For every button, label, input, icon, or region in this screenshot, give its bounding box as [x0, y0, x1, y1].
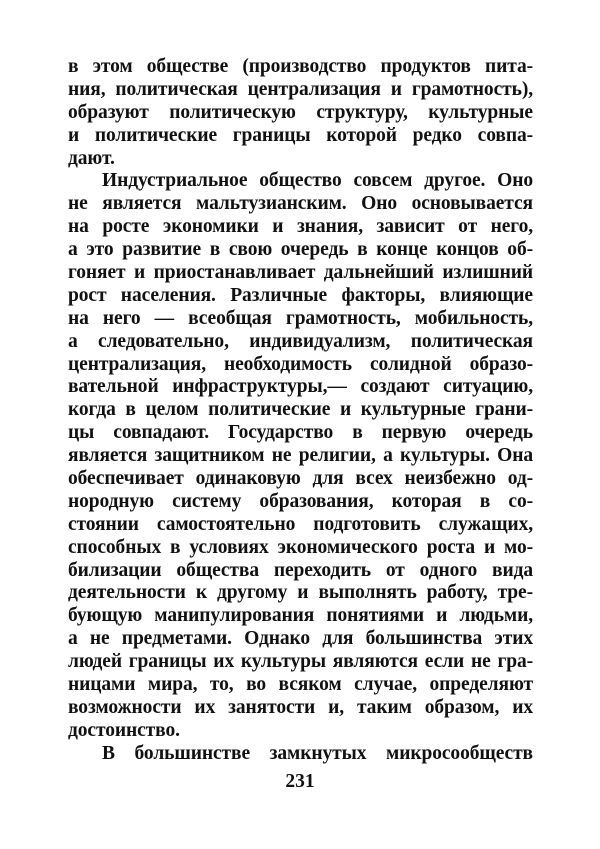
text-line: билизации общества переходить от одного вида: [68, 559, 533, 581]
body-text: [68, 56, 533, 766]
text-line: а не предметами. Однако для большинства этих: [68, 628, 533, 650]
text-line: достоинство.: [68, 719, 180, 741]
text-line: дают.: [68, 147, 115, 169]
text-line: вательной инфраструктуры,— создают ситуацию,: [68, 376, 533, 398]
text-line: возможности их занятости и, таким образом, их: [68, 696, 533, 718]
text-line: цы совпадают. Государство в первую очередь: [68, 422, 533, 444]
text-line: ницами мира, то, во всяком случае, определяют: [68, 674, 533, 696]
text-line: способных в условиях экономического роста и мо-: [68, 536, 533, 558]
text-line: централизация, необходимость солидной образо-: [68, 353, 533, 375]
text-line: образуют политическую структуру, культурные: [68, 101, 533, 123]
paragraph-start-line: В большинстве замкнутых микросообществ: [102, 742, 533, 764]
text-line: бующую манипулирования понятиями и людьми,: [68, 605, 533, 627]
text-line: является защитником не религии, а культуры. Она: [68, 445, 533, 467]
text-line: обеспечивает одинаковую для всех неизбежно од-: [68, 468, 533, 490]
text-line: на него — всеобщая грамотность, мобильность,: [68, 307, 533, 329]
text-line: в этом обществе (производство продуктов пита-: [68, 56, 533, 77]
page-number: 231: [285, 771, 315, 792]
text-line: ния, политическая централизация и грамотность),: [68, 78, 533, 100]
text-line: нородную систему образования, которая в со-: [68, 490, 533, 512]
text-line: когда в целом политические и культурные грани-: [68, 399, 533, 421]
text-line: гоняет и приостанавливает дальнейший излишний: [68, 262, 533, 284]
text-line: стоянии самостоятельно подготовить служащих,: [68, 513, 533, 535]
text-line: на росте экономики и знания, зависит от него,: [68, 216, 533, 238]
text-line: и политические границы которой редко совпа-: [68, 124, 533, 146]
text-line: деятельности к другому и выполнять работу, тре-: [68, 582, 533, 604]
text-line: а следовательно, индивидуализм, политическая: [68, 330, 533, 352]
text-line: не является мальтузианским. Оно основывается: [68, 193, 533, 215]
text-line: людей границы их культуры являются если не гра-: [68, 651, 533, 673]
text-line: а это развитие в свою очередь в конце концов об-: [68, 239, 533, 261]
text-line: рост населения. Различные факторы, влияющие: [68, 284, 533, 306]
paragraph-start-line: Индустриальное общество совсем другое. Оно: [102, 170, 533, 192]
